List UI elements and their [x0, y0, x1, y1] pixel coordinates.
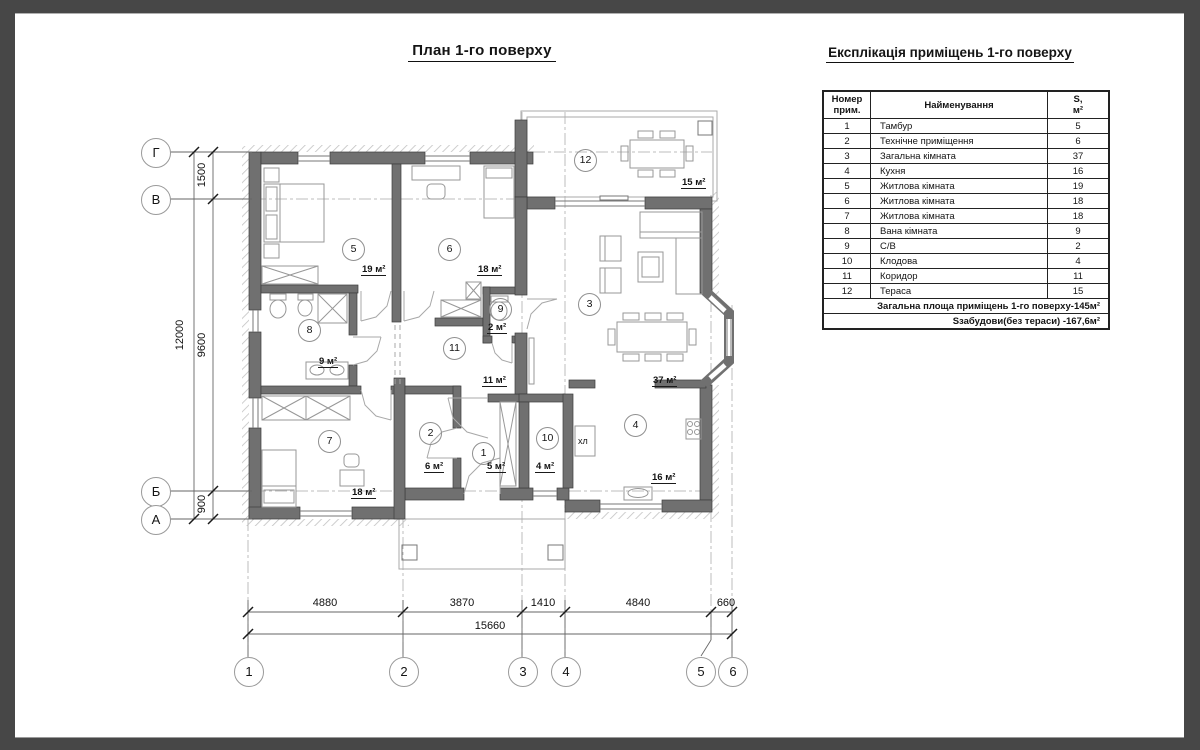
header-name: Найменування [871, 91, 1048, 119]
room-area-6: 18 м² [478, 264, 502, 275]
fridge-label: хл [578, 436, 588, 446]
room-circle-11: 11 [443, 337, 466, 360]
table-row [823, 149, 1109, 164]
table-footer-total [823, 299, 1109, 314]
table-header-row [823, 91, 1109, 119]
table-row [823, 224, 1109, 239]
table-row [823, 284, 1109, 299]
room-circle-4: 4 [624, 414, 647, 437]
cell-number: 5 [823, 179, 871, 194]
table-row [823, 269, 1109, 284]
room-area-12: 15 м² [682, 177, 706, 188]
room-area-7: 18 м² [352, 487, 376, 498]
room-area-8: 9 м² [319, 356, 338, 367]
dim-4880: 4880 [312, 597, 338, 609]
room-circle-7: 7 [318, 430, 341, 453]
axis-left-b: Б [141, 477, 171, 507]
axis-bottom-3: 3 [508, 657, 538, 687]
room-area-3: 37 м² [653, 375, 677, 386]
cell-area: 11 [1048, 269, 1110, 284]
cell-number: 6 [823, 194, 871, 209]
cell-area: 16 [1048, 164, 1110, 179]
axis-left-v: В [141, 185, 171, 215]
dim-15660: 15660 [474, 620, 506, 632]
room-area-5: 19 м² [362, 264, 386, 275]
cell-number: 12 [823, 284, 871, 299]
dim-4840: 4840 [625, 597, 651, 609]
dim-1410: 1410 [530, 597, 556, 609]
axis-bottom-4: 4 [551, 657, 581, 687]
cell-name: Клодова [871, 254, 1048, 269]
cell-area: 4 [1048, 254, 1110, 269]
plan-title: План 1-го поверху [362, 42, 602, 62]
bay-window [704, 290, 731, 384]
table-row [823, 134, 1109, 149]
axis-bottom-5: 5 [686, 657, 716, 687]
cell-number: 11 [823, 269, 871, 284]
explication-title: Експлікація приміщень 1-го поверху [820, 44, 1080, 63]
explication-table [822, 90, 1110, 330]
room-circle-2: 2 [419, 422, 442, 445]
cell-area: 18 [1048, 209, 1110, 224]
axis-left-a: А [141, 505, 171, 535]
cell-name: Тамбур [871, 119, 1048, 134]
cell-number: 7 [823, 209, 871, 224]
dim-1500: 1500 [196, 162, 208, 188]
room-circle-8: 8 [298, 319, 321, 342]
dim-660: 660 [716, 597, 736, 609]
cell-area: 18 [1048, 194, 1110, 209]
dim-9600: 9600 [196, 332, 208, 358]
room-circle-12: 12 [574, 149, 597, 172]
table-row [823, 209, 1109, 224]
cell-name: Технічне приміщення [871, 134, 1048, 149]
cell-area: 6 [1048, 134, 1110, 149]
cell-name: Вана кімната [871, 224, 1048, 239]
room-area-1: 5 м² [487, 461, 506, 472]
cell-number: 3 [823, 149, 871, 164]
footer-total-text: Загальна площа приміщень 1-го поверху-145м² [823, 299, 1109, 314]
cell-area: 9 [1048, 224, 1110, 239]
room-circle-10: 10 [536, 427, 559, 450]
cell-name: Загальна кімната [871, 149, 1048, 164]
cell-number: 2 [823, 134, 871, 149]
axis-bottom-1: 1 [234, 657, 264, 687]
cell-area: 37 [1048, 149, 1110, 164]
table-row [823, 194, 1109, 209]
room-area-2: 6 м² [425, 461, 444, 472]
cell-name: Тераса [871, 284, 1048, 299]
dim-900: 900 [196, 494, 208, 514]
axis-bottom-6: 6 [718, 657, 748, 687]
dim-12000: 12000 [174, 319, 186, 351]
room-circle-9: 9 [489, 298, 512, 321]
cell-area: 2 [1048, 239, 1110, 254]
room-circle-5: 5 [342, 238, 365, 261]
cell-name: Коридор [871, 269, 1048, 284]
table-footer-built [823, 314, 1109, 330]
room-area-11: 11 м² [483, 375, 506, 386]
room-area-9: 2 м² [488, 322, 507, 333]
cell-name: Кухня [871, 164, 1048, 179]
room-area-10: 4 м² [536, 461, 555, 472]
room-circle-1: 1 [472, 442, 495, 465]
room-area-4: 16 м² [652, 472, 676, 483]
porch-outline [399, 519, 565, 569]
cell-number: 10 [823, 254, 871, 269]
cell-area: 15 [1048, 284, 1110, 299]
axis-bottom-2: 2 [389, 657, 419, 687]
cell-area: 19 [1048, 179, 1110, 194]
cell-area: 5 [1048, 119, 1110, 134]
explication-table-body [823, 119, 1109, 299]
cell-name: Житлова кімната [871, 179, 1048, 194]
axis-left-g: Г [141, 138, 171, 168]
room-circle-3: 3 [578, 293, 601, 316]
table-row [823, 119, 1109, 134]
cell-number: 1 [823, 119, 871, 134]
room-circle-6: 6 [438, 238, 461, 261]
dim-3870: 3870 [449, 597, 475, 609]
header-number: Номер прим. [823, 91, 871, 119]
cell-number: 9 [823, 239, 871, 254]
cell-name: Житлова кімната [871, 194, 1048, 209]
header-area: S, м² [1048, 91, 1110, 119]
table-row [823, 179, 1109, 194]
cell-name: Житлова кімната [871, 209, 1048, 224]
cell-number: 4 [823, 164, 871, 179]
cell-number: 8 [823, 224, 871, 239]
table-row [823, 164, 1109, 179]
table-row [823, 239, 1109, 254]
table-row [823, 254, 1109, 269]
cell-name: С/В [871, 239, 1048, 254]
footer-built-text: Sзабудови(без тераси) -167,6м² [823, 314, 1109, 330]
